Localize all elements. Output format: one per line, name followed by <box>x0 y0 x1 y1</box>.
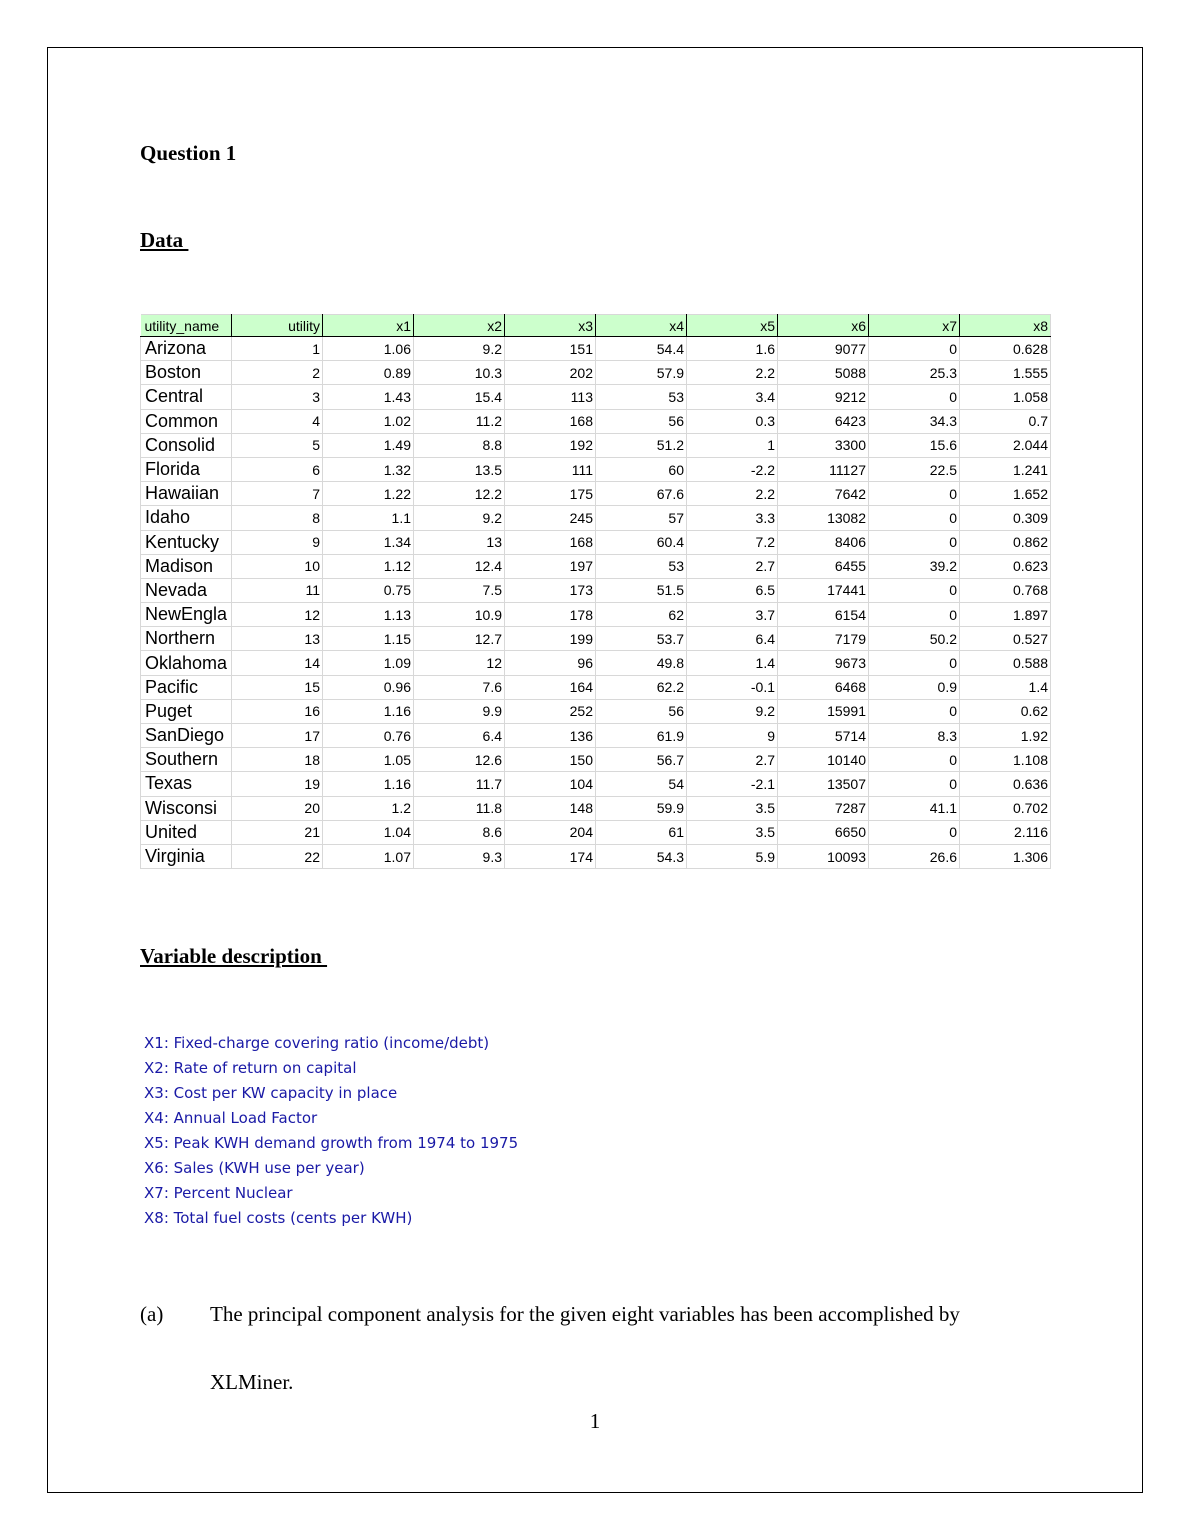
table-cell-x1: 1.49 <box>323 433 414 457</box>
table-cell-x1: 1.04 <box>323 820 414 844</box>
table-cell-x2: 9.9 <box>414 699 505 723</box>
table-cell-x8: 0.623 <box>960 554 1051 578</box>
table-cell-x2: 8.6 <box>414 820 505 844</box>
table-cell-x6: 17441 <box>778 578 869 602</box>
table-cell-x2: 8.8 <box>414 433 505 457</box>
utility-name-cell: Idaho <box>141 506 232 530</box>
table-cell-utility: 1 <box>232 337 323 361</box>
table-cell-x4: 51.5 <box>596 578 687 602</box>
variable-item: X3: Cost per KW capacity in place <box>144 1084 398 1102</box>
table-cell-x5: 1.4 <box>687 651 778 675</box>
table-cell-x5: 0.3 <box>687 409 778 433</box>
table-cell-x7: 0 <box>869 699 960 723</box>
table-cell-x6: 8406 <box>778 530 869 554</box>
table-cell-utility: 8 <box>232 506 323 530</box>
utility-name-cell: Arizona <box>141 337 232 361</box>
table-cell-x7: 34.3 <box>869 409 960 433</box>
table-cell-x3: 164 <box>505 675 596 699</box>
table-row <box>141 385 1051 409</box>
table-cell-x4: 56 <box>596 699 687 723</box>
table-cell-x7: 15.6 <box>869 433 960 457</box>
table-cell-x5: 1 <box>687 433 778 457</box>
table-cell-x1: 1.32 <box>323 457 414 481</box>
table-cell-x5: 5.9 <box>687 844 778 868</box>
table-cell-x8: 1.4 <box>960 675 1051 699</box>
table-cell-x4: 53 <box>596 385 687 409</box>
table-cell-x8: 0.628 <box>960 337 1051 361</box>
variable-item: X4: Annual Load Factor <box>144 1109 318 1127</box>
variable-description-heading: Variable description <box>140 944 328 968</box>
table-cell-x4: 62 <box>596 603 687 627</box>
table-cell-x3: 245 <box>505 506 596 530</box>
utility-name-cell: Puget <box>141 699 232 723</box>
table-cell-x8: 0.636 <box>960 772 1051 796</box>
table-cell-x8: 0.768 <box>960 578 1051 602</box>
variable-item: X8: Total fuel costs (cents per KWH) <box>144 1209 413 1227</box>
table-cell-x4: 62.2 <box>596 675 687 699</box>
table-cell-utility: 18 <box>232 748 323 772</box>
table-cell-x4: 57.9 <box>596 361 687 385</box>
utility-name-cell: Nevada <box>141 578 232 602</box>
table-cell-x5: 9 <box>687 724 778 748</box>
table-cell-x1: 0.96 <box>323 675 414 699</box>
table-cell-x2: 10.3 <box>414 361 505 385</box>
table-cell-utility: 14 <box>232 651 323 675</box>
table-row <box>141 820 1051 844</box>
table-cell-x2: 13.5 <box>414 457 505 481</box>
variable-item: X2: Rate of return on capital <box>144 1059 357 1077</box>
table-cell-x1: 1.1 <box>323 506 414 530</box>
utility-name-cell: Pacific <box>141 675 232 699</box>
variable-list <box>144 1032 518 1232</box>
utility-name-cell: Kentucky <box>141 530 232 554</box>
table-cell-x6: 6455 <box>778 554 869 578</box>
paragraph-label: (a) <box>140 1302 164 1326</box>
table-cell-x3: 111 <box>505 457 596 481</box>
table-cell-x2: 7.6 <box>414 675 505 699</box>
table-cell-x6: 9212 <box>778 385 869 409</box>
table-cell-x8: 1.897 <box>960 603 1051 627</box>
column-header-x2: x2 <box>414 315 505 337</box>
table-cell-x1: 0.89 <box>323 361 414 385</box>
table-cell-x6: 10093 <box>778 844 869 868</box>
table-cell-x4: 54.4 <box>596 337 687 361</box>
table-cell-utility: 11 <box>232 578 323 602</box>
table-cell-x4: 60 <box>596 457 687 481</box>
table-row <box>141 530 1051 554</box>
paragraph-continuation: XLMiner. <box>210 1370 294 1394</box>
table-cell-x7: 50.2 <box>869 627 960 651</box>
table-cell-x3: 104 <box>505 772 596 796</box>
table-cell-utility: 15 <box>232 675 323 699</box>
column-header-x3: x3 <box>505 315 596 337</box>
table-cell-utility: 10 <box>232 554 323 578</box>
column-header-x5: x5 <box>687 315 778 337</box>
table-cell-x5: 3.7 <box>687 603 778 627</box>
variable-item: X7: Percent Nuclear <box>144 1184 293 1202</box>
table-cell-x3: 150 <box>505 748 596 772</box>
utility-name-cell: Texas <box>141 772 232 796</box>
table-body <box>141 337 1051 869</box>
variable-item: X1: Fixed-charge covering ratio (income/debt) <box>144 1034 490 1052</box>
table-cell-x3: 178 <box>505 603 596 627</box>
table-cell-x8: 1.241 <box>960 457 1051 481</box>
table-cell-x7: 0.9 <box>869 675 960 699</box>
table-cell-x1: 1.43 <box>323 385 414 409</box>
table-cell-x5: 2.2 <box>687 361 778 385</box>
table-cell-x5: -2.2 <box>687 457 778 481</box>
table-cell-x4: 60.4 <box>596 530 687 554</box>
table-cell-x5: 2.2 <box>687 482 778 506</box>
table-cell-x7: 41.1 <box>869 796 960 820</box>
table-cell-x6: 6468 <box>778 675 869 699</box>
table-cell-x4: 56 <box>596 409 687 433</box>
table-cell-x4: 59.9 <box>596 796 687 820</box>
table-cell-utility: 20 <box>232 796 323 820</box>
table-cell-x1: 1.15 <box>323 627 414 651</box>
table-cell-x1: 1.02 <box>323 409 414 433</box>
table-cell-x2: 7.5 <box>414 578 505 602</box>
table-cell-x1: 1.06 <box>323 337 414 361</box>
table-cell-x6: 5088 <box>778 361 869 385</box>
table-row <box>141 554 1051 578</box>
table-cell-utility: 22 <box>232 844 323 868</box>
table-cell-utility: 13 <box>232 627 323 651</box>
table-cell-x8: 0.7 <box>960 409 1051 433</box>
table-cell-x2: 13 <box>414 530 505 554</box>
table-cell-x6: 11127 <box>778 457 869 481</box>
variable-item: X6: Sales (KWH use per year) <box>144 1159 365 1177</box>
table-cell-x3: 192 <box>505 433 596 457</box>
table-cell-x2: 12.7 <box>414 627 505 651</box>
table-cell-x5: 3.5 <box>687 820 778 844</box>
table-cell-x1: 1.13 <box>323 603 414 627</box>
table-cell-x7: 0 <box>869 603 960 627</box>
table-cell-x6: 6423 <box>778 409 869 433</box>
table-cell-x1: 1.09 <box>323 651 414 675</box>
table-cell-x8: 1.555 <box>960 361 1051 385</box>
table-cell-x3: 113 <box>505 385 596 409</box>
table-cell-x3: 136 <box>505 724 596 748</box>
table-cell-x5: 9.2 <box>687 699 778 723</box>
table-cell-x7: 0 <box>869 651 960 675</box>
table-cell-x6: 7287 <box>778 796 869 820</box>
table-cell-x7: 0 <box>869 337 960 361</box>
table-cell-x2: 12.6 <box>414 748 505 772</box>
table-cell-x1: 1.12 <box>323 554 414 578</box>
table-cell-x1: 1.34 <box>323 530 414 554</box>
table-cell-x5: 6.5 <box>687 578 778 602</box>
table-cell-x4: 53.7 <box>596 627 687 651</box>
table-cell-x7: 0 <box>869 530 960 554</box>
table-cell-x6: 9077 <box>778 337 869 361</box>
table-cell-x1: 1.16 <box>323 699 414 723</box>
table-cell-x6: 6650 <box>778 820 869 844</box>
table-cell-utility: 2 <box>232 361 323 385</box>
table-cell-x5: 3.5 <box>687 796 778 820</box>
table-cell-x6: 5714 <box>778 724 869 748</box>
column-header-x4: x4 <box>596 315 687 337</box>
utility-name-cell: SanDiego <box>141 724 232 748</box>
table-cell-x4: 53 <box>596 554 687 578</box>
utility-name-cell: United <box>141 820 232 844</box>
table-cell-x7: 0 <box>869 820 960 844</box>
table-cell-x7: 0 <box>869 772 960 796</box>
table-row <box>141 337 1051 361</box>
table-row <box>141 675 1051 699</box>
table-row <box>141 844 1051 868</box>
table-cell-x6: 13082 <box>778 506 869 530</box>
table-cell-x4: 67.6 <box>596 482 687 506</box>
column-header-utility: utility <box>232 315 323 337</box>
utility-name-cell: Common <box>141 409 232 433</box>
table-cell-x4: 57 <box>596 506 687 530</box>
table-cell-x7: 8.3 <box>869 724 960 748</box>
table-cell-x7: 0 <box>869 385 960 409</box>
column-header-x1: x1 <box>323 315 414 337</box>
table-cell-x5: 3.3 <box>687 506 778 530</box>
table-cell-x8: 0.702 <box>960 796 1051 820</box>
data-heading: Data <box>140 228 189 252</box>
utility-name-cell: Florida <box>141 457 232 481</box>
utility-name-cell: Central <box>141 385 232 409</box>
table-cell-x8: 0.588 <box>960 651 1051 675</box>
table-cell-x2: 11.2 <box>414 409 505 433</box>
table-cell-x2: 9.2 <box>414 506 505 530</box>
table-cell-x2: 12 <box>414 651 505 675</box>
table-cell-x5: -2.1 <box>687 772 778 796</box>
table-cell-x5: 1.6 <box>687 337 778 361</box>
table-cell-x3: 151 <box>505 337 596 361</box>
table-cell-x2: 11.7 <box>414 772 505 796</box>
utility-name-cell: Oklahoma <box>141 651 232 675</box>
table-cell-utility: 6 <box>232 457 323 481</box>
table-row <box>141 361 1051 385</box>
table-row <box>141 603 1051 627</box>
question-title: Question 1 <box>140 141 237 165</box>
table-cell-x8: 1.108 <box>960 748 1051 772</box>
table-cell-x7: 0 <box>869 748 960 772</box>
utility-name-cell: Virginia <box>141 844 232 868</box>
table-cell-x8: 0.309 <box>960 506 1051 530</box>
table-row <box>141 796 1051 820</box>
table-cell-x2: 11.8 <box>414 796 505 820</box>
table-cell-x7: 25.3 <box>869 361 960 385</box>
utility-data-table <box>140 314 1051 869</box>
page-number: 1 <box>589 1409 601 1433</box>
table-cell-utility: 19 <box>232 772 323 796</box>
table-cell-x2: 9.3 <box>414 844 505 868</box>
table-row <box>141 578 1051 602</box>
utility-name-cell: Wisconsi <box>141 796 232 820</box>
table-row <box>141 457 1051 481</box>
table-cell-x3: 96 <box>505 651 596 675</box>
column-header-x8: x8 <box>960 315 1051 337</box>
utility-name-cell: Boston <box>141 361 232 385</box>
table-row <box>141 772 1051 796</box>
table-cell-utility: 17 <box>232 724 323 748</box>
table-cell-x7: 0 <box>869 578 960 602</box>
table-cell-x8: 1.92 <box>960 724 1051 748</box>
utility-name-cell: Northern <box>141 627 232 651</box>
table-cell-x3: 252 <box>505 699 596 723</box>
table-cell-x5: 3.4 <box>687 385 778 409</box>
table-cell-x5: 7.2 <box>687 530 778 554</box>
table-cell-x1: 1.16 <box>323 772 414 796</box>
table-row <box>141 409 1051 433</box>
table-cell-x7: 39.2 <box>869 554 960 578</box>
utility-name-cell: Madison <box>141 554 232 578</box>
table-cell-x3: 168 <box>505 409 596 433</box>
table-row <box>141 699 1051 723</box>
table-cell-x8: 0.62 <box>960 699 1051 723</box>
table-cell-x5: 2.7 <box>687 748 778 772</box>
table-cell-x7: 0 <box>869 482 960 506</box>
table-cell-x7: 26.6 <box>869 844 960 868</box>
table-cell-x6: 7642 <box>778 482 869 506</box>
column-header-x6: x6 <box>778 315 869 337</box>
table-cell-x8: 0.527 <box>960 627 1051 651</box>
table-cell-x3: 175 <box>505 482 596 506</box>
table-cell-x4: 54.3 <box>596 844 687 868</box>
table-cell-utility: 21 <box>232 820 323 844</box>
table-cell-x6: 13507 <box>778 772 869 796</box>
table-cell-x4: 61.9 <box>596 724 687 748</box>
table-cell-x3: 204 <box>505 820 596 844</box>
table-cell-x2: 10.9 <box>414 603 505 627</box>
table-cell-x2: 12.2 <box>414 482 505 506</box>
table-header-row <box>141 315 1051 337</box>
table-cell-x4: 51.2 <box>596 433 687 457</box>
table-cell-x6: 7179 <box>778 627 869 651</box>
table-row <box>141 724 1051 748</box>
table-cell-utility: 9 <box>232 530 323 554</box>
table-cell-x5: 2.7 <box>687 554 778 578</box>
table-row <box>141 651 1051 675</box>
table-cell-x5: -0.1 <box>687 675 778 699</box>
table-cell-x6: 15991 <box>778 699 869 723</box>
table-cell-x3: 168 <box>505 530 596 554</box>
table-cell-x8: 1.306 <box>960 844 1051 868</box>
table-cell-x1: 0.75 <box>323 578 414 602</box>
table-cell-x8: 0.862 <box>960 530 1051 554</box>
table-cell-utility: 16 <box>232 699 323 723</box>
table-cell-x8: 1.058 <box>960 385 1051 409</box>
table-row <box>141 433 1051 457</box>
table-cell-x2: 15.4 <box>414 385 505 409</box>
table-cell-x8: 1.652 <box>960 482 1051 506</box>
column-header-x7: x7 <box>869 315 960 337</box>
utility-name-cell: NewEngla <box>141 603 232 627</box>
table-cell-x3: 148 <box>505 796 596 820</box>
table-cell-utility: 3 <box>232 385 323 409</box>
table-cell-x4: 56.7 <box>596 748 687 772</box>
utility-name-cell: Hawaiian <box>141 482 232 506</box>
table-cell-utility: 4 <box>232 409 323 433</box>
utility-name-cell: Consolid <box>141 433 232 457</box>
table-cell-x4: 49.8 <box>596 651 687 675</box>
table-cell-x4: 61 <box>596 820 687 844</box>
table-row <box>141 506 1051 530</box>
table-cell-x1: 1.07 <box>323 844 414 868</box>
table-cell-utility: 12 <box>232 603 323 627</box>
table-cell-x3: 202 <box>505 361 596 385</box>
table-row <box>141 482 1051 506</box>
table-cell-x6: 3300 <box>778 433 869 457</box>
table-cell-x8: 2.116 <box>960 820 1051 844</box>
table-cell-x1: 1.05 <box>323 748 414 772</box>
table-cell-x6: 10140 <box>778 748 869 772</box>
table-cell-x2: 12.4 <box>414 554 505 578</box>
table-cell-x1: 0.76 <box>323 724 414 748</box>
table-cell-x1: 1.2 <box>323 796 414 820</box>
table-cell-utility: 7 <box>232 482 323 506</box>
table-cell-x2: 9.2 <box>414 337 505 361</box>
table-cell-x3: 174 <box>505 844 596 868</box>
table-row <box>141 627 1051 651</box>
table-cell-x1: 1.22 <box>323 482 414 506</box>
column-header-utility-name: utility_name <box>141 315 232 337</box>
table-cell-utility: 5 <box>232 433 323 457</box>
paragraph-text: The principal component analysis for the given eight variables has been accomplished by <box>210 1302 960 1326</box>
utility-name-cell: Southern <box>141 748 232 772</box>
table-cell-x2: 6.4 <box>414 724 505 748</box>
table-cell-x7: 22.5 <box>869 457 960 481</box>
table-cell-x3: 197 <box>505 554 596 578</box>
table-row <box>141 748 1051 772</box>
variable-item: X5: Peak KWH demand growth from 1974 to 1975 <box>144 1134 519 1152</box>
table-cell-x4: 54 <box>596 772 687 796</box>
table-cell-x6: 9673 <box>778 651 869 675</box>
table-cell-x3: 199 <box>505 627 596 651</box>
table-cell-x7: 0 <box>869 506 960 530</box>
table-cell-x5: 6.4 <box>687 627 778 651</box>
table-cell-x8: 2.044 <box>960 433 1051 457</box>
table-cell-x3: 173 <box>505 578 596 602</box>
table-cell-x6: 6154 <box>778 603 869 627</box>
